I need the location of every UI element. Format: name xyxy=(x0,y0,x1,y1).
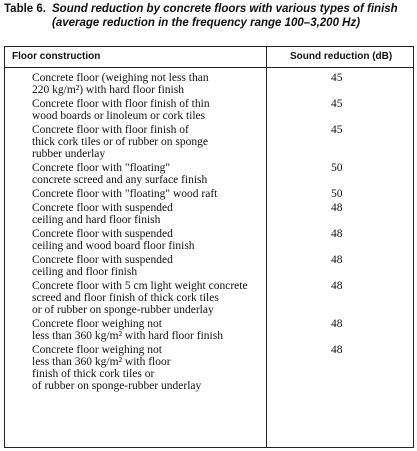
construction-text-line: of rubber on sponge-rubber underlay xyxy=(32,380,202,392)
table-row xyxy=(5,344,413,392)
construction-text-line: screed and floor finish of thick cork tiles xyxy=(32,292,219,304)
construction-text-line: finish of thick cork tiles or xyxy=(32,368,155,380)
table-header xyxy=(5,47,413,68)
floor-construction-cell xyxy=(5,162,267,186)
table-row xyxy=(5,202,413,226)
table-row xyxy=(5,124,413,160)
construction-text-line: ceiling and floor finish xyxy=(32,266,138,278)
table-row xyxy=(5,280,413,316)
table-row xyxy=(5,72,413,96)
floor-construction-cell xyxy=(5,344,267,392)
construction-text-line: concrete screed and any surface finish xyxy=(32,174,208,186)
floor-construction-cell xyxy=(5,202,267,226)
floor-construction-cell xyxy=(5,280,267,316)
sound-reduction-table xyxy=(4,46,414,448)
sound-reduction-cell: 48 xyxy=(331,344,343,356)
construction-text-line: Concrete floor with floor finish of thin xyxy=(32,98,210,110)
table-row xyxy=(5,188,413,200)
construction-text-line: rubber underlay xyxy=(32,148,106,160)
construction-text-line: wood boards or linoleum or cork tiles xyxy=(32,110,206,122)
construction-text-line: thick cork tiles or of rubber on sponge xyxy=(32,136,208,148)
construction-text-line: Concrete floor with floor finish of xyxy=(32,124,189,136)
sound-reduction-cell: 48 xyxy=(331,318,343,330)
sound-reduction-cell: 45 xyxy=(331,72,343,84)
construction-text-line: Concrete floor with suspended xyxy=(32,202,173,214)
construction-text-line: less than 360 kg/m² with hard floor finish xyxy=(32,330,223,342)
floor-construction-cell xyxy=(5,228,267,252)
sound-reduction-cell: 48 xyxy=(331,228,343,240)
sound-reduction-cell: 50 xyxy=(331,162,343,174)
header-sound-reduction: Sound reduction (dB) xyxy=(290,51,393,62)
construction-text-line: ceiling and wood board floor finish xyxy=(32,240,195,252)
construction-text-line: Concrete floor with "floating" xyxy=(32,162,171,174)
sound-reduction-cell: 45 xyxy=(331,98,343,110)
floor-construction-cell xyxy=(5,98,267,122)
construction-text-line: Concrete floor (weighing not less than xyxy=(32,72,209,84)
header-floor-construction: Floor construction xyxy=(12,51,101,62)
table-row xyxy=(5,162,413,186)
floor-construction-cell xyxy=(5,254,267,278)
floor-construction-cell xyxy=(5,318,267,342)
table-caption xyxy=(4,2,414,30)
construction-text-line: Concrete floor with suspended xyxy=(32,228,173,240)
construction-text-line: ceiling and hard floor finish xyxy=(32,214,161,226)
construction-text-line: Concrete floor with suspended xyxy=(32,254,173,266)
floor-construction-cell xyxy=(5,72,267,96)
table-row xyxy=(5,318,413,342)
floor-construction-cell xyxy=(5,124,267,160)
construction-text-line: 220 kg/m²) with hard floor finish xyxy=(32,84,184,96)
sound-reduction-cell: 45 xyxy=(331,124,343,136)
construction-text-line: or of rubber on sponge-rubber underlay xyxy=(32,304,214,316)
table-row xyxy=(5,228,413,252)
table-title: Sound reduction by concrete floors with various types of finish (average reduction in the frequency range 100–3,200 Hz) xyxy=(52,3,398,29)
construction-text-line: less than 360 kg/m² with floor xyxy=(32,356,171,368)
sound-reduction-cell: 48 xyxy=(331,202,343,214)
construction-text-line: Concrete floor with "floating" wood raft xyxy=(32,188,218,200)
sound-reduction-cell: 50 xyxy=(331,188,343,200)
construction-text-line: Concrete floor with 5 cm light weight concrete xyxy=(32,280,248,292)
floor-construction-cell xyxy=(5,188,267,200)
table-number: Table 6. xyxy=(4,3,46,15)
table-body xyxy=(5,72,413,392)
table-row xyxy=(5,254,413,278)
construction-text-line: Concrete floor weighing not xyxy=(32,318,162,330)
construction-text-line: Concrete floor weighing not xyxy=(32,344,162,356)
sound-reduction-cell: 48 xyxy=(331,280,343,292)
sound-reduction-cell: 48 xyxy=(331,254,343,266)
table-row xyxy=(5,98,413,122)
